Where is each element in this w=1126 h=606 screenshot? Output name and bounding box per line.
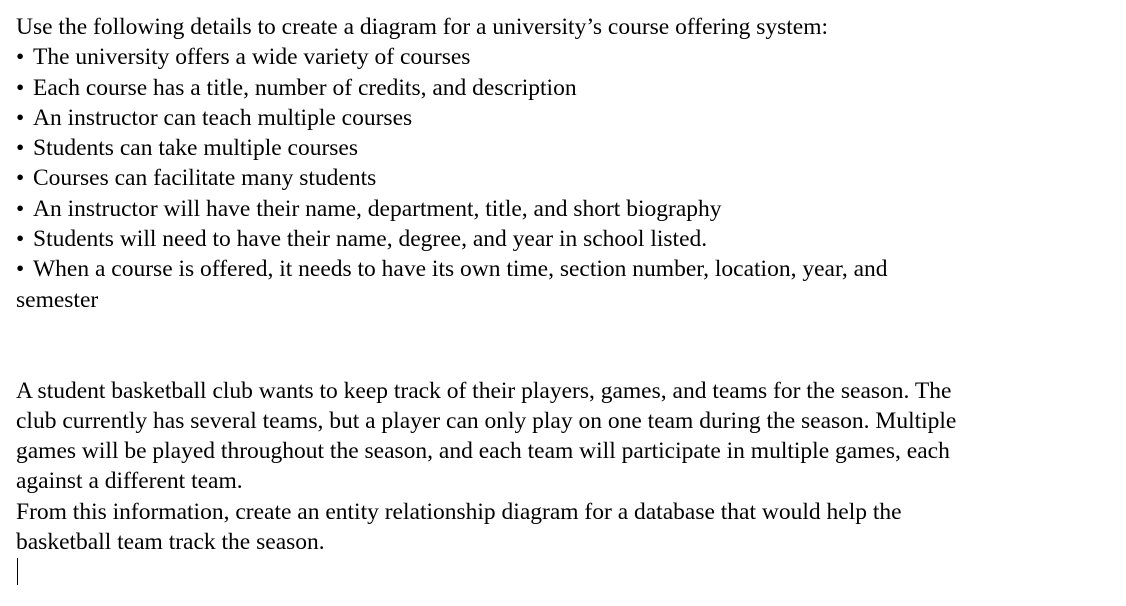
bullet-glyph: • — [16, 44, 25, 71]
bullet-item — [16, 254, 1106, 284]
bullet-item — [16, 163, 1106, 193]
bullet-text: Students will need to have their name, degree, and year in school listed. — [33, 226, 708, 253]
bullet-glyph: • — [16, 135, 25, 162]
bullet-text: An instructor can teach multiple courses — [33, 104, 413, 131]
paragraph-line: games will be played throughout the season, and each team will participate in multiple games, each — [16, 438, 950, 465]
text-cursor — [17, 558, 18, 585]
paragraph-line: club currently has several teams, but a player can only play on one team during the season. Multiple — [16, 407, 957, 434]
paragraph-line: against a different team. — [16, 468, 243, 495]
bullet-item — [16, 194, 1106, 224]
bullet-text: Students can take multiple courses — [33, 135, 359, 162]
bullet-glyph: • — [16, 74, 25, 101]
paragraph-line: A student basketball club wants to keep track of their players, games, and teams for the season. The — [16, 377, 952, 404]
paragraph-basketball-club — [16, 376, 1106, 558]
paragraph-line: From this information, create an entity relationship diagram for a database that would help the — [16, 498, 902, 525]
bullet-item — [16, 224, 1106, 254]
bullet-text: An instructor will have their name, department, title, and short biography — [33, 195, 722, 222]
bullet-text: Courses can facilitate many students — [33, 165, 377, 192]
paragraph-line: basketball team track the season. — [16, 529, 325, 556]
bullet-glyph: • — [16, 195, 25, 222]
intro-line: Use the following details to create a diagram for a university’s course offering system: — [16, 14, 829, 40]
blank-line — [16, 315, 1106, 345]
bullet-glyph: • — [16, 226, 25, 253]
bullet-glyph: • — [16, 256, 25, 283]
bullet-text: The university offers a wide variety of courses — [33, 44, 471, 71]
bullet-item — [16, 73, 1106, 103]
blank-line — [16, 345, 1106, 375]
bullet-item — [16, 133, 1106, 163]
bullet-text: Each course has a title, number of credits, and description — [33, 74, 577, 101]
bullet-item — [16, 103, 1106, 133]
cursor-line[interactable] — [16, 557, 1106, 587]
continuation-line: semester — [16, 286, 99, 313]
bullet-text: When a course is offered, it needs to have its own time, section number, location, year, and — [33, 256, 888, 283]
document-body[interactable] — [16, 12, 1106, 588]
bullet-glyph: • — [16, 165, 25, 192]
bullet-glyph: • — [16, 104, 25, 131]
paragraph-course-offering — [16, 12, 1106, 315]
bullet-item — [16, 42, 1106, 72]
